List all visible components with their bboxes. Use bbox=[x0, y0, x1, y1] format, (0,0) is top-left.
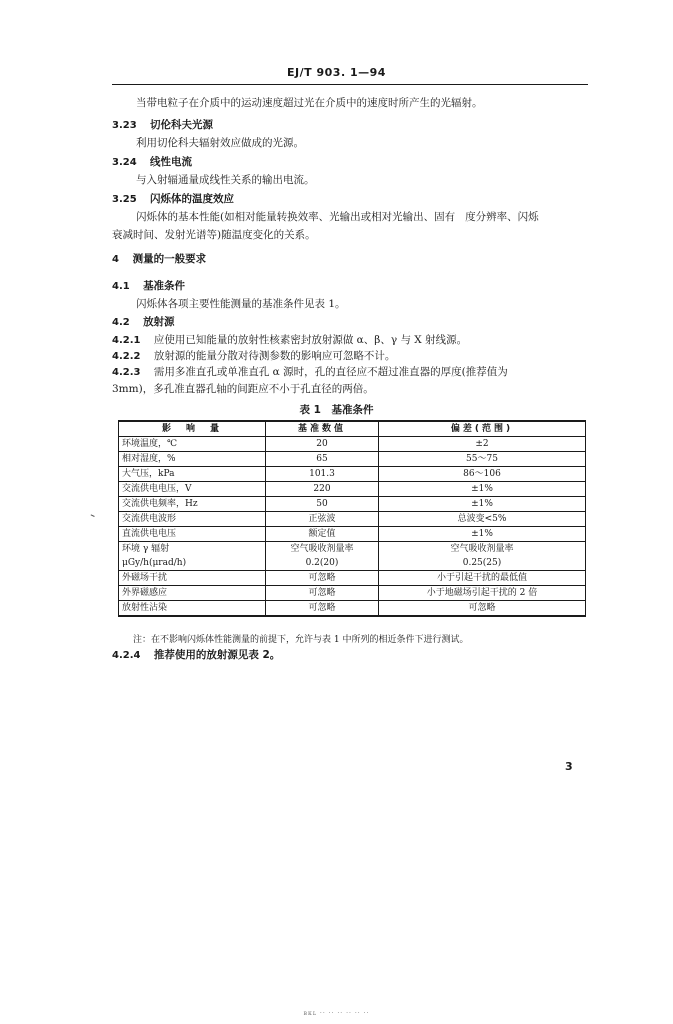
section-number: 4.2.2 bbox=[112, 351, 141, 362]
table-cell: 可忽略 bbox=[379, 601, 586, 617]
table-cell: 交流供电电压，V bbox=[119, 482, 266, 497]
table-header-cell: 基准数值 bbox=[266, 421, 379, 437]
table-row bbox=[119, 437, 586, 452]
section-4-2-3-line-2: 3mm)，多孔准直器孔轴的间距应不小于孔直径的两倍。 bbox=[112, 383, 374, 395]
table-row bbox=[119, 556, 586, 571]
table-row bbox=[119, 527, 586, 542]
table-cell: 交流供电频率，Hz bbox=[119, 497, 266, 512]
section-title: 闪烁体的温度效应 bbox=[150, 193, 235, 205]
table-cell: μGy/h(μrad/h) bbox=[119, 556, 266, 571]
table-cell: 可忽略 bbox=[266, 586, 379, 601]
table-cell: 总波变<5% bbox=[379, 512, 586, 527]
table-header-cell: 偏差(范围) bbox=[379, 421, 586, 437]
table-cell: ±1% bbox=[379, 527, 586, 542]
table-row bbox=[119, 586, 586, 601]
section-text: 推荐使用的放射源见表 2。 bbox=[153, 649, 281, 661]
table-cell: 50 bbox=[266, 497, 379, 512]
section-number: 3.25 bbox=[112, 194, 137, 205]
text-part: 闪烁体的基本性能(如相对能量转换效率、光输出或相对光输出、固有 bbox=[136, 211, 456, 223]
section-title: 基准条件 bbox=[143, 280, 186, 292]
table-cell: 相对湿度，% bbox=[119, 452, 266, 467]
table-cell: ±1% bbox=[379, 482, 586, 497]
table-cell: 0.2(20) bbox=[266, 556, 379, 571]
section-3-25-text-line-1 bbox=[136, 211, 539, 224]
table-header-cell: 影 响 量 bbox=[119, 421, 266, 437]
table-cell: ±2 bbox=[379, 437, 586, 452]
section-text: 放射源的能量分散对待测参数的影响应可忽略不计。 bbox=[153, 350, 396, 362]
section-text: 需用多准直孔或单准直孔 α 源时，孔的直径应不超过准直器的厚度(推荐值为 bbox=[153, 366, 508, 378]
section-text: 应使用已知能量的放射性核素密封放射源做 α、β、γ 与 X 射线源。 bbox=[153, 334, 468, 346]
table-row bbox=[119, 482, 586, 497]
text-part: 度分辨率、闪烁 bbox=[465, 211, 539, 223]
section-3-25-heading bbox=[112, 193, 234, 206]
section-3-24-heading bbox=[112, 156, 192, 169]
section-number: 4.2.4 bbox=[112, 650, 141, 661]
table-cell: 0.25(25) bbox=[379, 556, 586, 571]
table-cell: 直流供电电压 bbox=[119, 527, 266, 542]
document-code-header: EJ/T 903. 1—94 bbox=[287, 66, 386, 79]
table-cell: 环境 γ 辐射 bbox=[119, 542, 266, 557]
section-4-2-2 bbox=[112, 350, 395, 363]
section-title: 测量的一般要求 bbox=[132, 253, 207, 265]
table-cell: ±1% bbox=[379, 497, 586, 512]
page-number: 3 bbox=[565, 760, 573, 773]
table-cell: 101.3 bbox=[266, 467, 379, 482]
table-cell: 交流供电波形 bbox=[119, 512, 266, 527]
table-caption: 表 1 基准条件 bbox=[299, 404, 374, 416]
section-number: 4.2.3 bbox=[112, 367, 141, 378]
table-cell: 大气压，kPa bbox=[119, 467, 266, 482]
section-3-25-text-line-2: 衰减时间、发射光谱等)随温度变化的关系。 bbox=[112, 229, 316, 241]
table-cell: 可忽略 bbox=[266, 601, 379, 617]
table-cell: 外磁场干扰 bbox=[119, 571, 266, 586]
table-cell: 正弦波 bbox=[266, 512, 379, 527]
table-cell: 220 bbox=[266, 482, 379, 497]
table-note: 注：在不影响闪烁体性能测量的前提下，允许与表 1 中所列的相近条件下进行测试。 bbox=[133, 635, 469, 645]
reference-conditions-table bbox=[118, 420, 586, 617]
section-number: 4.1 bbox=[112, 281, 130, 292]
table-cell: 小于引起干扰的最低值 bbox=[379, 571, 586, 586]
table-cell: 可忽略 bbox=[266, 571, 379, 586]
table-cell: 额定值 bbox=[266, 527, 379, 542]
section-4-2-3 bbox=[112, 366, 508, 379]
section-3-23-text: 利用切伦科夫辐射效应做成的光源。 bbox=[136, 137, 304, 149]
table-cell: 小于地磁场引起干扰的 2 倍 bbox=[379, 586, 586, 601]
section-4-2-heading bbox=[112, 316, 175, 329]
section-title: 放射源 bbox=[143, 316, 175, 328]
section-4-heading bbox=[112, 253, 206, 266]
header-rule bbox=[112, 84, 588, 85]
table-cell: 空气吸收剂量率 bbox=[266, 542, 379, 557]
table-cell: 20 bbox=[266, 437, 379, 452]
section-4-1-heading bbox=[112, 280, 185, 293]
table-row bbox=[119, 452, 586, 467]
section-4-1-text: 闪烁体各项主要性能测量的基准条件见表 1。 bbox=[136, 298, 346, 310]
section-title: 线性电流 bbox=[150, 156, 193, 168]
section-3-23-heading bbox=[112, 119, 213, 132]
section-number: 3.23 bbox=[112, 120, 137, 131]
section-4-2-4 bbox=[112, 649, 280, 662]
table-cell: 外界磁感应 bbox=[119, 586, 266, 601]
table-cell: 86～106 bbox=[379, 467, 586, 482]
table-cell: 环境温度，℃ bbox=[119, 437, 266, 452]
table-row bbox=[119, 542, 586, 557]
scan-mark bbox=[89, 514, 94, 519]
section-number: 3.24 bbox=[112, 157, 137, 168]
section-3-24-text: 与入射辐通量成线性关系的输出电流。 bbox=[136, 174, 315, 186]
table-row bbox=[119, 497, 586, 512]
table-row bbox=[119, 571, 586, 586]
footer-text: ʙᴋʟ ·· ·· ·· ·· ·· ·· bbox=[303, 1010, 370, 1017]
section-4-2-1 bbox=[112, 334, 467, 347]
table-row bbox=[119, 601, 586, 617]
table-header-row bbox=[119, 421, 586, 437]
table-cell: 55～75 bbox=[379, 452, 586, 467]
table-row bbox=[119, 467, 586, 482]
intro-line: 当带电粒子在介质中的运动速度超过光在介质中的速度时所产生的光辐射。 bbox=[136, 97, 483, 109]
table-row bbox=[119, 512, 586, 527]
section-title: 切伦科夫光源 bbox=[150, 119, 214, 131]
section-number: 4.2.1 bbox=[112, 335, 141, 346]
table-cell: 65 bbox=[266, 452, 379, 467]
table-cell: 空气吸收剂量率 bbox=[379, 542, 586, 557]
table-cell: 放射性沾染 bbox=[119, 601, 266, 617]
section-number: 4.2 bbox=[112, 317, 130, 328]
section-number: 4 bbox=[112, 254, 119, 265]
